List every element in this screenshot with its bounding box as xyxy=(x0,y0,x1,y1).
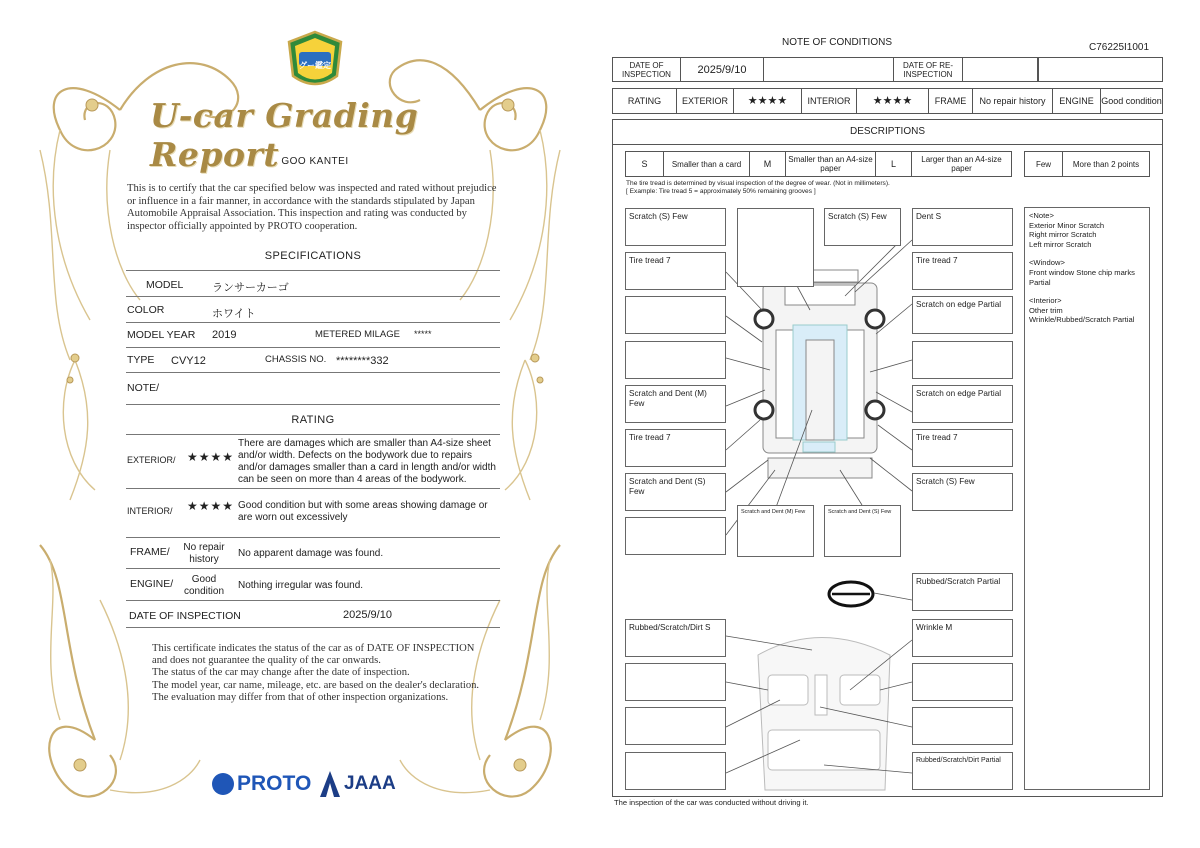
inspection-date-value: 2025/9/10 xyxy=(681,58,764,81)
engine-label: ENGINE xyxy=(1053,89,1101,113)
annotation-box xyxy=(625,341,726,379)
conditions-title: NOTE OF CONDITIONS xyxy=(782,37,892,48)
model-value: ランサーカーゴ xyxy=(212,282,289,294)
annotation-box: Rubbed/Scratch/Dirt Partial xyxy=(912,752,1013,790)
legend-l-desc: Larger than an A4-size paper xyxy=(921,155,1002,173)
annotation-box: Scratch (S) Few xyxy=(625,208,726,246)
color-label: COLOR xyxy=(127,304,165,316)
inspection-date-label: DATE OF INSPECTION xyxy=(129,610,241,622)
legend-few: Few xyxy=(1025,152,1063,176)
note-line: Exterior Minor Scratch xyxy=(1029,220,1105,230)
engine-label: ENGINE/ xyxy=(130,578,174,590)
divider xyxy=(126,434,500,435)
divider xyxy=(126,488,500,489)
annotation-box xyxy=(625,752,726,790)
legend-s: S xyxy=(626,152,664,176)
engine-value: Good condition xyxy=(183,574,225,597)
jaaa-logo: JAAA xyxy=(320,770,396,798)
document-id: C76225I1001 xyxy=(1089,42,1150,53)
annotation-box: Scratch on edge Partial xyxy=(912,296,1013,334)
chassis-label: CHASSIS NO. xyxy=(265,354,327,365)
notes-panel xyxy=(1024,207,1150,790)
note-line: <Note> xyxy=(1029,211,1054,220)
annotation-box xyxy=(912,707,1013,745)
annotation-box xyxy=(625,663,726,701)
type-label: TYPE xyxy=(127,354,155,366)
note-spacer xyxy=(1029,249,1145,258)
interior-stars: ★★★★ xyxy=(187,499,235,513)
note-line: Front window Stone chip marks Partial xyxy=(1029,267,1135,287)
note-line: Wrinkle/Rubbed/Scratch Partial xyxy=(1029,315,1135,325)
exterior-stars: ★★★★ xyxy=(187,450,235,464)
annotation-box xyxy=(625,517,726,555)
annotation-box: Scratch on edge Partial xyxy=(912,385,1013,423)
divider xyxy=(126,347,500,348)
annotation-box xyxy=(737,208,814,287)
note-line: <Interior> xyxy=(1029,296,1062,306)
divider xyxy=(126,568,500,569)
interior-label: INTERIOR/ xyxy=(127,506,173,516)
rating-heading: RATING xyxy=(291,414,335,426)
legend-few-desc: More than 2 points xyxy=(1072,159,1140,169)
legend-s-desc: Smaller than a card xyxy=(664,152,750,176)
annotation-box: Tire tread 7 xyxy=(912,252,1013,290)
steering-wheel-icon xyxy=(829,582,873,606)
mileage-label: METERED MILAGE xyxy=(315,329,400,340)
mileage-value: ***** xyxy=(414,329,432,339)
divider xyxy=(126,270,500,271)
certification-statement: This is to certify that the car specified below was inspected and rated without prejudice or influence in a fair manner, in accordance with the standards stipulated by Japan Automobile Appraisal Association. This inspection and rating was conducted by inspector officially appointed by PROTO cooperation. xyxy=(127,183,497,232)
annotation-box: Tire tread 7 xyxy=(625,429,726,467)
annotation-box: Scratch (S) Few xyxy=(912,473,1013,511)
footnote: This certificate indicates the status of the car as of DATE OF INSPECTION and does not guarantee the quality of the car onwards. xyxy=(152,643,475,667)
color-value: ホワイト xyxy=(212,308,256,320)
reinspection-label: DATE OF RE-INSPECTION xyxy=(894,58,963,81)
annotation-box: Tire tread 7 xyxy=(625,252,726,290)
note-label: NOTE/ xyxy=(127,382,160,394)
note-of-conditions xyxy=(600,0,1200,848)
exterior-label: EXTERIOR/ xyxy=(127,455,176,465)
model-year-value: 2019 xyxy=(212,329,237,341)
legend-m: M xyxy=(750,152,786,176)
interior-stars: ★★★★ xyxy=(857,89,929,113)
inspection-date-value: 2025/9/10 xyxy=(343,609,392,621)
specifications-heading: SPECIFICATIONS xyxy=(264,250,362,262)
car-interior-view xyxy=(758,638,890,791)
divider xyxy=(126,296,500,297)
annotation-box xyxy=(912,341,1013,379)
annotation-box: Scratch and Dent (S) Few xyxy=(824,505,901,557)
inspection-date-label: DATE OF INSPECTION xyxy=(613,58,681,81)
legend-l: L xyxy=(876,152,912,176)
annotation-box: Wrinkle M xyxy=(912,619,1013,657)
annotation-box: Scratch (S) Few xyxy=(824,208,901,246)
divider xyxy=(126,600,500,601)
annotation-box xyxy=(912,663,1013,701)
frame-value: No repair history xyxy=(973,89,1053,113)
model-year-label: MODEL YEAR xyxy=(127,329,196,341)
engine-description: Nothing irregular was found. xyxy=(238,580,364,591)
proto-logo: PROTO xyxy=(212,770,311,798)
divider xyxy=(126,627,500,628)
divider xyxy=(126,537,500,538)
legend-m-desc: Smaller than an A4-size paper xyxy=(786,152,876,176)
note-line: Left mirror Scratch xyxy=(1029,239,1092,249)
footnote: The evaluation may differ from that of other inspection organizations. xyxy=(152,691,449,703)
note-spacer xyxy=(1029,287,1145,296)
exterior-stars: ★★★★ xyxy=(734,89,802,113)
exterior-description: There are damages which are smaller than A4-size sheet and/or width. Defects on the bodywork due to repairs and/or damages smaller than a card in length and/or width can be seen on more than 4 areas of the bodywork. xyxy=(238,438,496,485)
divider xyxy=(126,322,500,323)
car-top-view xyxy=(763,270,877,478)
annotation-box xyxy=(625,707,726,745)
chassis-value: ********332 xyxy=(336,355,389,367)
annotation-box: Rubbed/Scratch/Dirt S xyxy=(625,619,726,657)
engine-value: Good condition xyxy=(1101,96,1162,106)
note-line: Other trim xyxy=(1029,305,1063,315)
tire-note-line: [ Example: Tire tread 5 = approximately 50% remaining grooves ] xyxy=(626,188,816,195)
goo-kantei-badge xyxy=(285,30,345,92)
note-line: <Window> xyxy=(1029,258,1065,268)
model-label: MODEL xyxy=(146,279,184,291)
certificate-footnotes xyxy=(152,643,492,704)
badge-text: グー鑑定 xyxy=(299,61,331,70)
report-subtitle: GOO KANTEI xyxy=(281,156,349,167)
footnote: The model year, car name, mileage, etc. are based on the dealer's declaration. xyxy=(152,679,480,691)
annotation-box: Rubbed/Scratch Partial xyxy=(912,573,1013,611)
exterior-label: EXTERIOR xyxy=(677,89,734,113)
footnote: The status of the car may change after the date of inspection. xyxy=(152,667,410,679)
frame-value: No repair history xyxy=(183,542,225,565)
tire-note-line: The tire tread is determined by visual inspection of the degree of wear. (Not in millimeters). xyxy=(626,180,890,187)
divider xyxy=(126,372,500,373)
annotation-box: Scratch and Dent (M) Few xyxy=(625,385,726,423)
report-title: U-car Grading Report xyxy=(150,96,419,174)
annotation-box: Tire tread 7 xyxy=(912,429,1013,467)
interior-description: Good condition but with some areas showing damage or are worn out excessively xyxy=(238,500,488,523)
interior-label: INTERIOR xyxy=(802,89,857,113)
conditions-footer: The inspection of the car was conducted without driving it. xyxy=(614,798,809,807)
annotation-box xyxy=(625,296,726,334)
annotation-box: Scratch and Dent (M) Few xyxy=(737,505,814,557)
descriptions-heading: DESCRIPTIONS xyxy=(849,126,925,137)
type-value: CVY12 xyxy=(171,355,206,367)
rating-label: RATING xyxy=(613,89,677,113)
note-line: Right mirror Scratch xyxy=(1029,230,1097,240)
annotation-box: Scratch and Dent (S) Few xyxy=(625,473,726,511)
annotation-box: Dent S xyxy=(912,208,1013,246)
jaaa-mark-icon xyxy=(320,771,340,797)
divider xyxy=(126,404,500,405)
proto-mark-icon xyxy=(212,773,234,795)
frame-label: FRAME xyxy=(929,89,973,113)
frame-label: FRAME/ xyxy=(130,546,170,558)
frame-description: No apparent damage was found. xyxy=(238,548,384,559)
